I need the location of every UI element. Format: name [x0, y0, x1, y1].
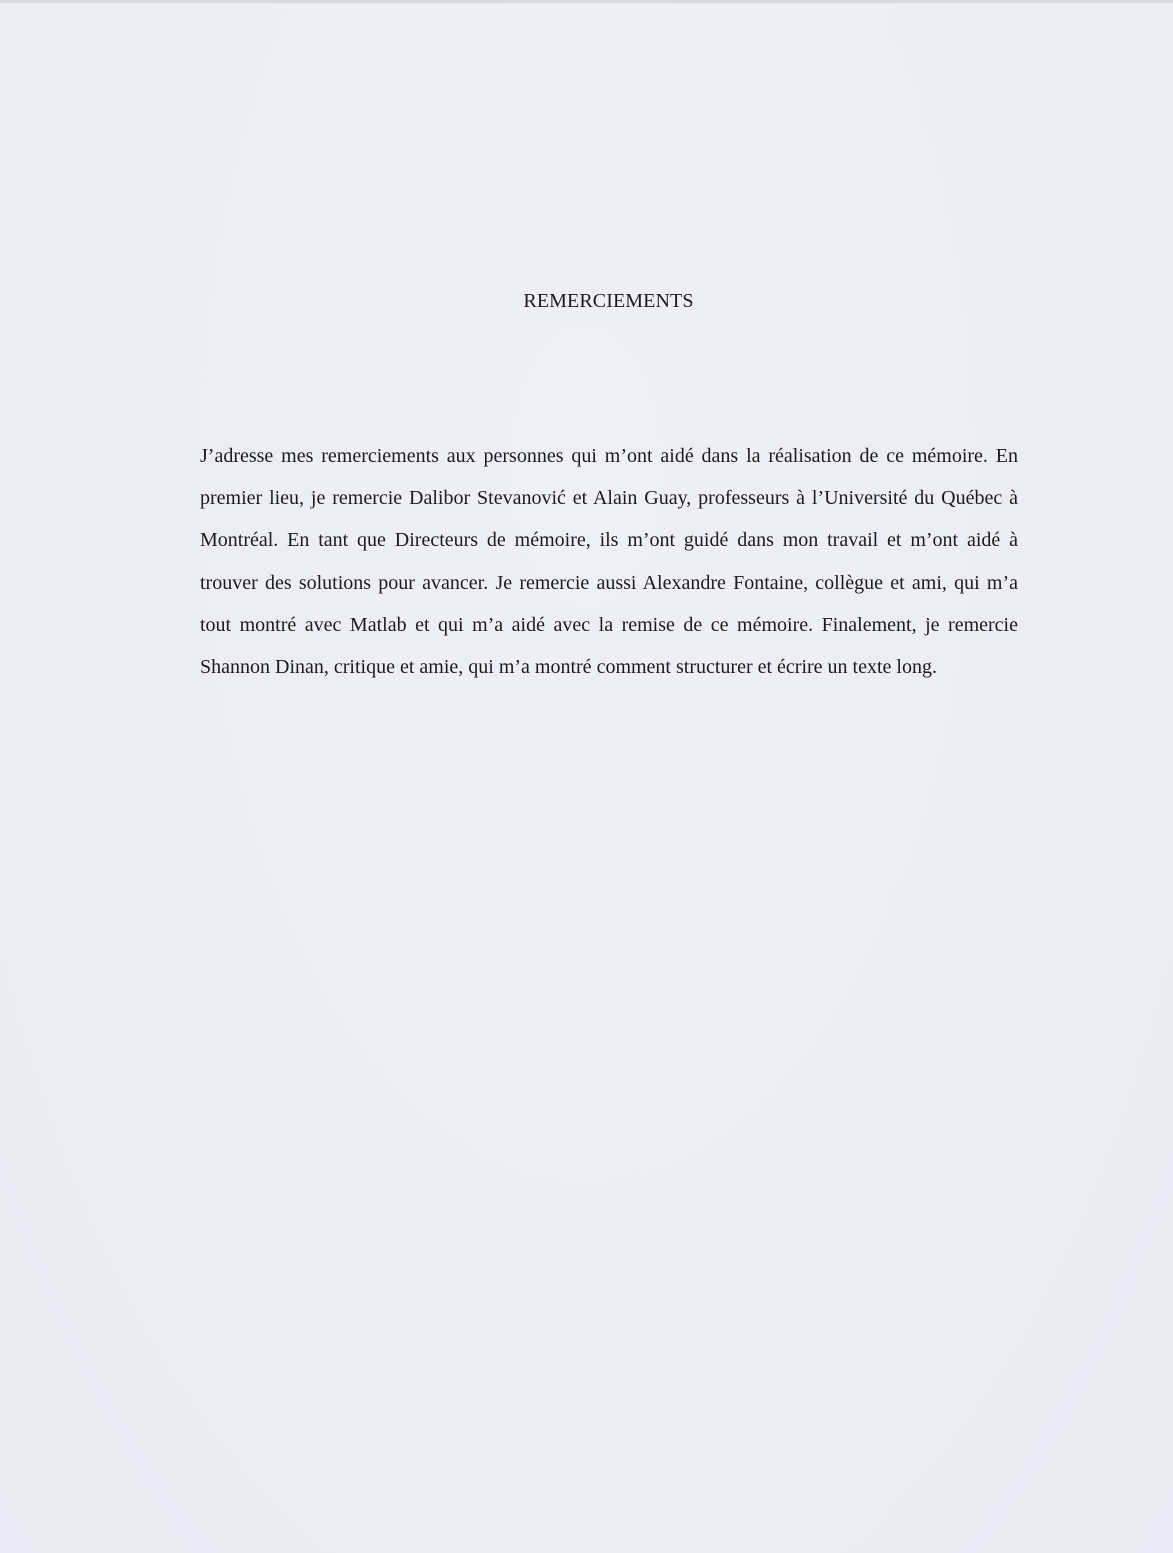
- page-title: REMERCIEMENTS: [523, 290, 694, 312]
- page-top-edge: [0, 0, 1173, 3]
- acknowledgements-paragraph: J’adresse mes remerciements aux personnes qui m’ont aidé dans la réalisation de ce mémoire. En premier lieu, je remercie Dalibor Stevanović et Alain Guay, professeurs à l’Université du Québec à Montréal. En tant que Directeurs de mémoire, ils m’ont guidé dans mon travail et m’ont aidé à trouver des solutions pour avancer. Je remercie aussi Alexandre Fontaine, collègue et ami, qui m’a tout montré avec Matlab et qui m’a aidé avec la remise de ce mémoire. Finalement, je remercie Shannon Dinan, critique et amie, qui m’a montré comment structurer et écrire un texte long.: [200, 445, 1018, 679]
